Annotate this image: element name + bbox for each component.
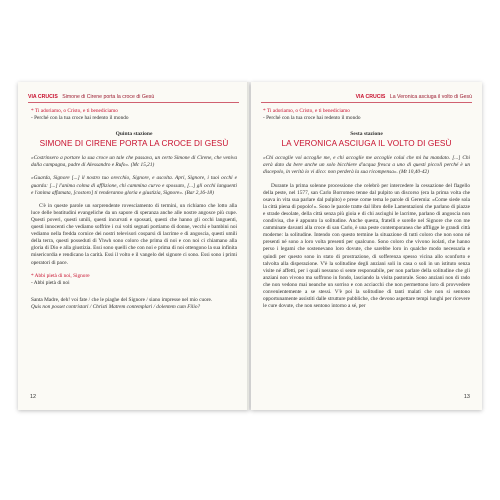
- adoration-versicle: * Ti adoriamo, o Cristo, e ti benediciamo: [263, 108, 350, 114]
- scripture-quote: «Guarda, Signore [...] il nostro tuo orecchio, Signore, e ascolta. Apri, Signore, i tuoi occhi e guarda: [...] l'anima colma di afflizione, chi cammina curvo e spossato, [...] gli occhi languenti e l'anima affamata, [costoro] ti renderanno gloria e giustizia, Signore». (Bar 2,16-18): [31, 175, 237, 196]
- right-page: [251, 82, 482, 410]
- page-number: 12: [30, 394, 37, 400]
- scripture-quote: «Costrinsero a portare la sua croce un tale che passava, un certo Simone di Cirene, che veniva dalla campagna, padre di Alessandro e Rufo». (Mc 15,21): [31, 155, 237, 169]
- station-title: LA VERONICA ASCIUGA IL VOLTO DI GESÙ: [281, 139, 452, 149]
- page-number: 13: [463, 394, 470, 400]
- header-title: Simone di Cirene porta la croce di Gesù: [62, 94, 155, 100]
- left-page: [18, 82, 249, 410]
- header-divider: [261, 102, 472, 103]
- header-section: VIA CRUCIS: [28, 94, 58, 100]
- prayer-versicle: * Abbi pietà di noi, Signore: [31, 272, 90, 279]
- stabat-mater-italian: Santa Madre, deh! voi fate / che le piaghe del Signore / siano impresse nel mio cuore.: [31, 296, 213, 303]
- header-section: VIA CRUCIS: [355, 94, 386, 100]
- scripture-quote: «Chi accoglie voi accoglie me, e chi accoglie me accoglie colui che mi ha mandato. [...] Chi avrà dato da bere anche un solo bicchiere d'acqua fresca a uno di questi piccoli perché è un discepolo, in verità io vi dico: non perderà la sua ricompensa». (Mt 10,40-42): [263, 155, 470, 176]
- header-divider: [28, 102, 239, 103]
- left-page-header: [28, 94, 154, 100]
- stabat-mater-latin: Quis non posset contristari / Christi Matrem contemplari / dolentem cum Filio?: [31, 303, 201, 310]
- left-page-content: [31, 108, 237, 311]
- meditation-paragraph: Durante la prima solenne processione che celebrò per intercedere la cessazione del flagello della peste, nel 1577, san Carlo Borromeo tenne dal pulpito un discorso (era la prima volta che osava in vita sua parlare dal pulpito) e prese come tema le parole di Geremia: «Come siede sola la città piena di popolo!». Sono le parole tratte dal libro delle Lamentazioni che parlano di piazze e strade desolate, della città senza più gioia e di chi asciughi le lacrime, parlano di angoscia non condivisa, che è appunto la solitudine. Anche questa, fratelli e sorelle nel Signore che con me camminate davanti alla croce di san Carlo, è una peste contemporanea che affligge le grandi città moderne: la solitudine. Intendo con questo termine la situazione di tutti coloro che non sono né presenti né sono a loro volta presenti per qualcuno. Sono coloro che vivono isolati, che hanno perso i legami che sostenevano loro dovute, che sarebbe loro in qualche modo necessaria e quindi per questo sono in stato di prostrazione, di sofferenza spesso vicina allo sconforto e talvolta alla disperazione. V'è la solitudine degli anziani soli in casa o soli in un istituto senza visite né affetti, per i quali nessuno si sente responsabile, per non parlare della solitudine che gli anziani non vivono ma soffrono in fondo, lasciando la visita pastorale. Sono anziani non di rado che non vedono mai neanche un sorriso e con acciacchi che non permettono loro di provvedere convenientemente a se stessi. V'è poi la solitudine di tanti malati che non si sentono opportunamente assistiti dalle strutture pubbliche, che devono aspettare tempi lunghi per ricevere le cure dovute, che non sentono intorno a sé, per: [263, 182, 470, 310]
- station-title: SIMONE DI CIRENE PORTA LA CROCE DI GESÙ: [39, 139, 229, 149]
- adoration-versicle: * Ti adoriamo, o Cristo, e ti benediciamo: [31, 108, 118, 114]
- right-page-content: [263, 108, 470, 310]
- station-label: Sesta stazione: [350, 131, 383, 138]
- station-label: Quinta stazione: [115, 131, 153, 138]
- adoration-response: - Perché con la tua croce hai redento il mondo: [263, 115, 361, 122]
- booklet-spread: [18, 82, 482, 410]
- adoration-response: - Perché con la tua croce hai redento il mondo: [31, 115, 129, 122]
- header-title: La Veronica asciuga il volto di Gesù: [389, 94, 472, 100]
- right-page-header: [356, 94, 472, 100]
- meditation-paragraph: C'è in queste parole un sorprendente rovesciamento di termini, un richiamo che lotto alla luce delle beatitudini evangeliche da un sapore di speranza anche alle nostre angosce più cupe. Questi poveri, questi umili, questi incurvati e spossati, questi che hanno gli occhi languenti, questi innocenti che vediamo soffrire i cui volti segnati portiamo di donne, vecchi e bambini noi vediamo nella fredda cornice dei nostri televisori cosparsi di lacrime e di angoscia, questi umili della terra, questi posseduti di Yhwh sono coloro che prima di noi e con noi ci chiamano alla gloria di Dio e alla giustizia. Essi sono quelli che con noi e prima di noi ottengono la sua infinita misericordia e rendicano la carità. Essi il volto e il vangelo del signore ci sono. Essi sono i primi operatori di pace.: [31, 202, 237, 266]
- prayer-response: - Abbi pietà di noi: [31, 279, 70, 286]
